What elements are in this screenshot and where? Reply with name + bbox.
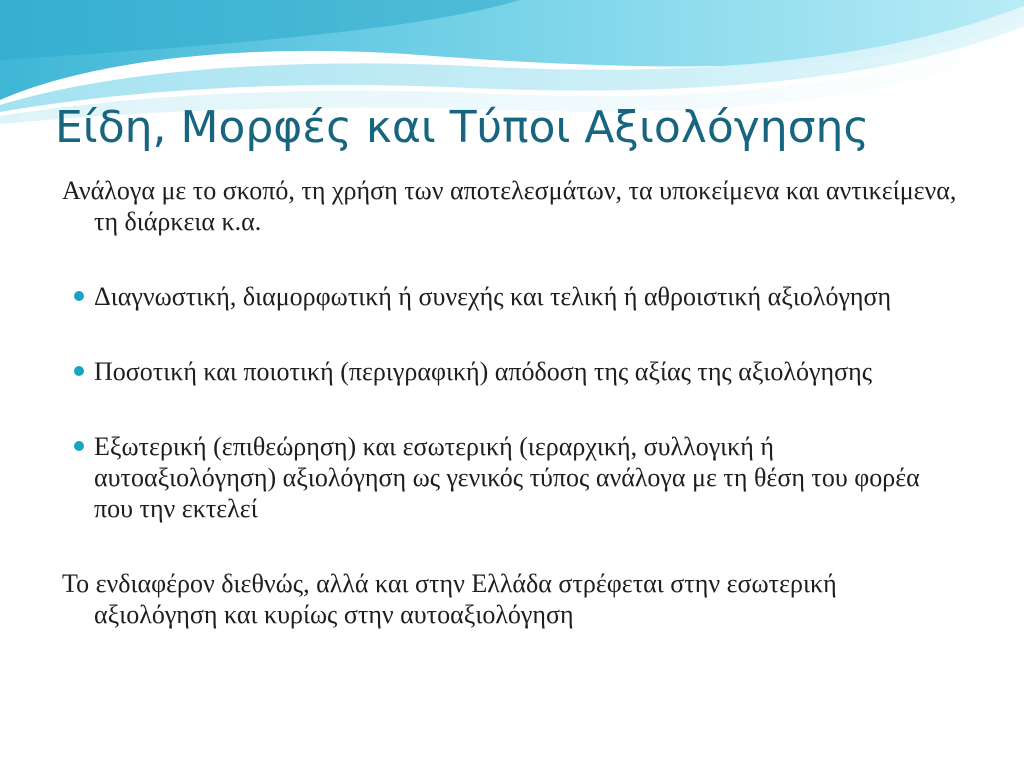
bullet-text: Ποσοτική και ποιοτική (περιγραφική) απόδοση της αξίας της αξιολόγησης xyxy=(94,357,873,386)
bullet-item xyxy=(62,431,962,524)
slide-title: Είδη, Μορφές και Τύποι Αξιολόγησης xyxy=(55,102,870,153)
bullet-icon xyxy=(74,441,84,451)
bullet-icon xyxy=(74,291,84,301)
bullet-item xyxy=(62,356,962,387)
bullet-item xyxy=(62,281,962,312)
slide-body xyxy=(62,175,962,630)
intro-paragraph: Ανάλογα με το σκοπό, τη χρήση των αποτελεσμάτων, τα υποκείμενα και αντικείμενα, τη διάρκεια κ.α. xyxy=(62,176,957,236)
bullet-text: Εξωτερική (επιθεώρηση) και εσωτερική (ιεραρχική, συλλογική ή αυτοαξιολόγηση) αξιολόγηση ως γενικός τύπος ανάλογα με τη θέση του φορέα που την εκτελεί xyxy=(94,432,920,523)
bullet-text: Διαγνωστική, διαμορφωτική ή συνεχής και τελική ή αθροιστική αξιολόγηση xyxy=(94,282,892,311)
bullet-icon xyxy=(74,366,84,376)
closing-paragraph: Το ενδιαφέρον διεθνώς, αλλά και στην Ελλάδα στρέφεται στην εσωτερική αξιολόγηση και κυρίως στην αυτοαξιολόγηση xyxy=(62,569,837,629)
